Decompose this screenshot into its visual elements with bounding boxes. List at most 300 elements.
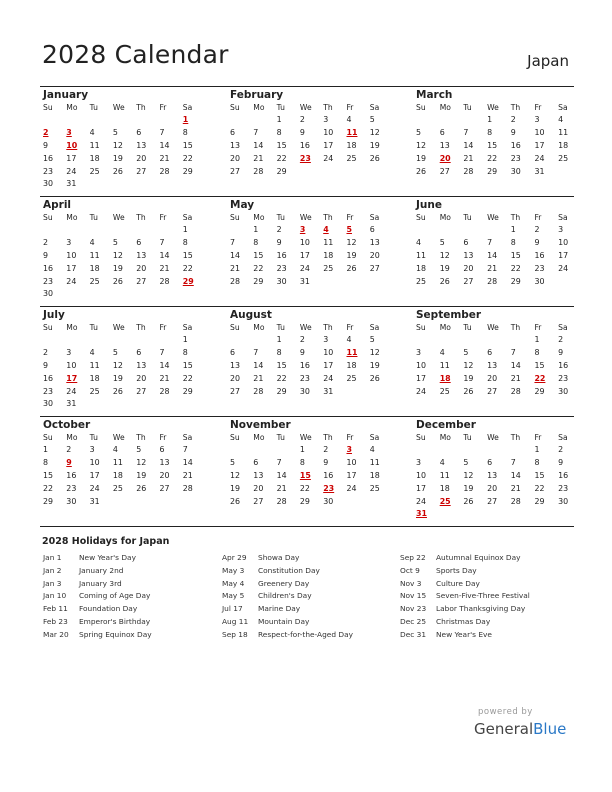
empty-day-cell bbox=[440, 444, 464, 457]
month-days-grid bbox=[416, 211, 574, 288]
empty-day-cell bbox=[511, 444, 535, 457]
day-cell: 24 bbox=[534, 153, 545, 163]
holiday-list-item bbox=[400, 603, 530, 616]
day-cell: 12 bbox=[439, 250, 450, 260]
day-cell: 16 bbox=[534, 250, 545, 260]
month-days-grid bbox=[43, 211, 227, 301]
weekday-header: Tu bbox=[89, 213, 98, 222]
empty-day-cell bbox=[277, 444, 300, 457]
month-name: June bbox=[416, 199, 442, 211]
weekday-header: Fr bbox=[534, 323, 542, 332]
weekday-header: Su bbox=[230, 433, 240, 442]
day-cell: 20 bbox=[136, 263, 147, 273]
day-cell: 11 bbox=[439, 470, 450, 480]
empty-day-cell bbox=[416, 224, 440, 237]
day-cell: 15 bbox=[276, 360, 287, 370]
weekday-header: Su bbox=[230, 103, 240, 112]
weekday-header: We bbox=[112, 213, 125, 222]
empty-day-cell bbox=[230, 224, 253, 237]
day-cell: 23 bbox=[66, 483, 77, 493]
day-cell: 7 bbox=[510, 347, 516, 357]
day-cell: 9 bbox=[43, 140, 49, 150]
day-cell: 22 bbox=[182, 153, 193, 163]
day-cell: 17 bbox=[534, 140, 545, 150]
holiday-date: Mar 20 bbox=[43, 629, 69, 639]
day-cell: 14 bbox=[230, 250, 241, 260]
holiday-day-cell: 2 bbox=[43, 127, 49, 137]
day-cell: 28 bbox=[487, 276, 498, 286]
day-cell: 23 bbox=[43, 276, 54, 286]
day-cell: 18 bbox=[369, 470, 380, 480]
weekday-header: Fr bbox=[346, 323, 354, 332]
day-cell: 5 bbox=[369, 115, 375, 124]
weekday-header: Sa bbox=[558, 323, 568, 332]
day-cell: 22 bbox=[534, 483, 545, 493]
day-cell: 2 bbox=[43, 237, 49, 247]
day-cell: 23 bbox=[534, 263, 545, 273]
holiday-name: Sports Day bbox=[436, 565, 477, 575]
day-cell: 16 bbox=[43, 153, 54, 163]
holiday-day-cell: 4 bbox=[323, 225, 329, 234]
day-cell: 22 bbox=[510, 263, 521, 273]
holiday-date: Jan 10 bbox=[43, 591, 67, 601]
holiday-name: January 2nd bbox=[79, 565, 124, 575]
day-cell: 14 bbox=[276, 470, 287, 480]
day-cell: 26 bbox=[136, 483, 147, 493]
empty-day-cell bbox=[230, 114, 253, 127]
day-cell: 12 bbox=[369, 127, 380, 137]
day-cell: 3 bbox=[66, 347, 72, 357]
empty-day-cell bbox=[136, 114, 159, 127]
day-cell: 25 bbox=[369, 483, 380, 493]
weekday-header: Tu bbox=[276, 323, 285, 332]
day-cell: 4 bbox=[89, 347, 95, 357]
day-cell: 27 bbox=[369, 263, 380, 273]
page-title: 2028 Calendar bbox=[42, 40, 229, 69]
day-cell: 19 bbox=[346, 250, 357, 260]
day-cell: 26 bbox=[112, 166, 123, 176]
weekday-header: Mo bbox=[253, 103, 265, 112]
day-cell: 9 bbox=[43, 360, 49, 370]
weekday-header: Su bbox=[43, 103, 53, 112]
holiday-date: Feb 11 bbox=[43, 604, 68, 614]
weekday-header: Sa bbox=[558, 433, 568, 442]
day-cell: 10 bbox=[66, 250, 77, 260]
weekday-header: Tu bbox=[89, 433, 98, 442]
day-cell: 13 bbox=[463, 250, 474, 260]
holiday-day-cell: 25 bbox=[439, 496, 451, 506]
day-cell: 1 bbox=[276, 335, 282, 344]
weekday-header: Su bbox=[230, 323, 240, 332]
day-cell: 10 bbox=[323, 347, 334, 357]
holiday-date: Jan 3 bbox=[43, 578, 62, 588]
day-cell: 7 bbox=[487, 237, 493, 247]
day-cell: 17 bbox=[558, 250, 569, 260]
empty-day-cell bbox=[90, 224, 113, 237]
day-cell: 10 bbox=[534, 127, 545, 137]
month-april bbox=[40, 197, 227, 306]
day-cell: 6 bbox=[136, 127, 142, 137]
day-cell: 29 bbox=[43, 496, 54, 506]
weekday-header: We bbox=[299, 103, 312, 112]
day-cell: 22 bbox=[253, 263, 264, 273]
holiday-date: Oct 9 bbox=[400, 565, 420, 575]
day-cell: 30 bbox=[323, 496, 334, 506]
day-cell: 21 bbox=[230, 263, 241, 273]
day-cell: 18 bbox=[112, 470, 123, 480]
empty-day-cell bbox=[136, 224, 159, 237]
day-cell: 18 bbox=[89, 373, 100, 383]
day-cell: 9 bbox=[510, 127, 516, 137]
day-cell: 6 bbox=[230, 127, 236, 137]
empty-day-cell bbox=[440, 334, 464, 347]
day-cell: 31 bbox=[323, 386, 334, 396]
day-cell: 27 bbox=[136, 386, 147, 396]
day-cell: 31 bbox=[534, 166, 545, 176]
holiday-list-item bbox=[43, 616, 152, 629]
day-cell: 2 bbox=[323, 445, 329, 454]
holiday-name: New Year's Day bbox=[79, 553, 136, 562]
day-cell: 24 bbox=[66, 166, 77, 176]
day-cell: 23 bbox=[276, 263, 287, 273]
holiday-day-cell: 1 bbox=[182, 115, 189, 124]
holiday-date: May 3 bbox=[222, 565, 245, 575]
day-cell: 21 bbox=[487, 263, 498, 273]
holiday-list-item bbox=[222, 590, 353, 603]
day-cell: 19 bbox=[112, 153, 123, 163]
empty-day-cell bbox=[416, 114, 440, 127]
day-cell: 8 bbox=[182, 237, 188, 247]
day-cell: 4 bbox=[439, 457, 445, 467]
empty-day-cell bbox=[66, 224, 89, 237]
weekday-header: Fr bbox=[534, 213, 542, 222]
weekday-header: Su bbox=[416, 323, 426, 332]
holiday-day-cell: 23 bbox=[323, 483, 335, 493]
holiday-day-cell: 3 bbox=[66, 127, 72, 137]
holiday-list-item bbox=[222, 578, 353, 591]
day-cell: 19 bbox=[230, 483, 241, 493]
empty-day-cell bbox=[159, 114, 182, 127]
empty-day-cell bbox=[463, 334, 487, 347]
country-label: Japan bbox=[527, 52, 569, 70]
day-cell: 10 bbox=[416, 360, 427, 370]
empty-day-cell bbox=[253, 334, 276, 347]
day-cell: 17 bbox=[89, 470, 100, 480]
holiday-list-item bbox=[400, 616, 530, 629]
weekday-header: Su bbox=[230, 213, 240, 222]
day-cell: 3 bbox=[416, 347, 422, 357]
holiday-name: Mountain Day bbox=[258, 616, 310, 626]
empty-day-cell bbox=[463, 444, 487, 457]
day-cell: 27 bbox=[136, 276, 147, 286]
day-cell: 16 bbox=[510, 140, 521, 150]
weekday-header: Mo bbox=[66, 323, 78, 332]
day-cell: 26 bbox=[112, 386, 123, 396]
day-cell: 27 bbox=[439, 166, 450, 176]
day-cell: 14 bbox=[463, 140, 474, 150]
month-name: November bbox=[230, 419, 291, 431]
weekday-header: Th bbox=[136, 103, 146, 112]
weekday-header: Tu bbox=[276, 213, 285, 222]
day-cell: 26 bbox=[439, 276, 450, 286]
powered-by-text: powered by bbox=[478, 707, 533, 717]
day-cell: 2 bbox=[299, 115, 305, 124]
day-cell: 22 bbox=[182, 373, 193, 383]
day-cell: 29 bbox=[253, 276, 264, 286]
day-cell: 30 bbox=[558, 496, 569, 506]
day-cell: 11 bbox=[558, 127, 569, 137]
day-cell: 28 bbox=[253, 166, 264, 176]
month-days-grid bbox=[43, 431, 227, 508]
day-cell: 1 bbox=[299, 445, 305, 454]
holiday-name: Children's Day bbox=[258, 591, 312, 601]
month-name: December bbox=[416, 419, 476, 431]
day-cell: 26 bbox=[230, 496, 241, 506]
day-cell: 1 bbox=[534, 445, 540, 454]
day-cell: 26 bbox=[463, 496, 474, 506]
day-cell: 28 bbox=[253, 386, 264, 396]
holiday-name: Coming of Age Day bbox=[79, 591, 151, 601]
empty-day-cell bbox=[511, 334, 535, 347]
day-cell: 25 bbox=[416, 276, 427, 286]
holiday-date: Jul 17 bbox=[222, 604, 243, 614]
day-cell: 7 bbox=[276, 457, 282, 467]
day-cell: 1 bbox=[182, 225, 188, 234]
day-cell: 15 bbox=[182, 140, 193, 150]
day-cell: 5 bbox=[416, 127, 422, 137]
weekday-header: Fr bbox=[159, 103, 167, 112]
month-grid bbox=[40, 86, 574, 526]
day-cell: 7 bbox=[253, 127, 259, 137]
day-cell: 4 bbox=[346, 115, 352, 124]
day-cell: 24 bbox=[66, 386, 77, 396]
weekday-header: We bbox=[112, 103, 125, 112]
weekday-header: Sa bbox=[182, 433, 193, 442]
holiday-date: Sep 18 bbox=[222, 629, 248, 639]
month-name: March bbox=[416, 89, 453, 101]
day-cell: 4 bbox=[346, 335, 352, 344]
holiday-date: Nov 15 bbox=[400, 591, 427, 601]
empty-day-cell bbox=[230, 444, 253, 457]
day-cell: 24 bbox=[299, 263, 310, 273]
brand-logo-part: Blue bbox=[533, 720, 567, 738]
day-cell: 20 bbox=[253, 483, 264, 493]
day-cell: 30 bbox=[276, 276, 287, 286]
holiday-name: Culture Day bbox=[436, 578, 480, 588]
holiday-day-cell: 29 bbox=[182, 276, 194, 286]
day-cell: 3 bbox=[558, 225, 564, 234]
day-cell: 2 bbox=[558, 445, 564, 454]
day-cell: 4 bbox=[369, 445, 375, 454]
month-march bbox=[413, 87, 574, 196]
empty-day-cell bbox=[487, 444, 511, 457]
day-cell: 13 bbox=[369, 237, 380, 247]
day-cell: 7 bbox=[182, 445, 188, 454]
weekday-header: Sa bbox=[369, 103, 380, 112]
day-cell: 11 bbox=[323, 237, 334, 247]
day-cell: 15 bbox=[43, 470, 54, 480]
weekday-header: Fr bbox=[159, 213, 167, 222]
day-cell: 13 bbox=[136, 360, 147, 370]
empty-day-cell bbox=[43, 224, 66, 237]
empty-day-cell bbox=[487, 334, 511, 347]
day-cell: 17 bbox=[346, 470, 357, 480]
day-cell: 29 bbox=[276, 166, 287, 176]
day-cell: 7 bbox=[510, 457, 516, 467]
day-cell: 24 bbox=[416, 496, 427, 506]
empty-day-cell bbox=[440, 114, 464, 127]
day-cell: 14 bbox=[510, 360, 521, 370]
day-cell: 14 bbox=[487, 250, 498, 260]
empty-day-cell bbox=[159, 334, 182, 347]
day-cell: 29 bbox=[182, 386, 193, 396]
month-name: July bbox=[43, 309, 65, 321]
holiday-list-item bbox=[43, 590, 152, 603]
weekday-header: Fr bbox=[534, 103, 542, 112]
day-cell: 14 bbox=[159, 250, 170, 260]
day-cell: 28 bbox=[159, 386, 170, 396]
weekday-header: Su bbox=[43, 213, 53, 222]
empty-day-cell bbox=[463, 114, 487, 127]
holiday-name: Emperor's Birthday bbox=[79, 616, 151, 626]
day-cell: 12 bbox=[463, 360, 474, 370]
day-cell: 31 bbox=[66, 179, 77, 189]
holiday-list-item bbox=[400, 590, 530, 603]
day-cell: 18 bbox=[346, 360, 357, 370]
holiday-list-item bbox=[43, 565, 152, 578]
month-row bbox=[40, 416, 574, 526]
day-cell: 9 bbox=[276, 237, 282, 247]
weekday-header: Fr bbox=[534, 433, 542, 442]
empty-day-cell bbox=[230, 334, 253, 347]
day-cell: 21 bbox=[510, 483, 521, 493]
day-cell: 4 bbox=[439, 347, 445, 357]
weekday-header: Tu bbox=[276, 103, 285, 112]
weekday-header: Sa bbox=[182, 103, 193, 112]
month-february bbox=[227, 87, 413, 196]
day-cell: 26 bbox=[369, 373, 380, 383]
day-cell: 14 bbox=[253, 140, 264, 150]
month-may bbox=[227, 197, 413, 306]
holiday-list-item bbox=[43, 603, 152, 616]
divider bbox=[40, 526, 574, 527]
day-cell: 13 bbox=[439, 140, 450, 150]
day-cell: 18 bbox=[416, 263, 427, 273]
day-cell: 23 bbox=[43, 166, 54, 176]
holiday-day-cell: 3 bbox=[346, 445, 352, 454]
month-november bbox=[227, 417, 413, 526]
month-name: May bbox=[230, 199, 255, 211]
month-name: September bbox=[416, 309, 482, 321]
weekday-header: Su bbox=[416, 213, 426, 222]
holiday-date: Dec 25 bbox=[400, 616, 427, 626]
day-cell: 25 bbox=[346, 373, 357, 383]
holiday-day-cell: 10 bbox=[66, 140, 78, 150]
day-cell: 4 bbox=[558, 115, 564, 124]
day-cell: 2 bbox=[534, 225, 540, 234]
holiday-day-cell: 3 bbox=[299, 225, 306, 234]
month-name: August bbox=[230, 309, 272, 321]
day-cell: 9 bbox=[558, 347, 564, 357]
day-cell: 17 bbox=[299, 250, 310, 260]
day-cell: 1 bbox=[253, 225, 259, 234]
day-cell: 21 bbox=[463, 153, 474, 163]
weekday-header: Sa bbox=[369, 213, 380, 222]
day-cell: 19 bbox=[439, 263, 450, 273]
day-cell: 25 bbox=[89, 276, 100, 286]
weekday-header: Su bbox=[416, 103, 426, 112]
holiday-date: Jan 2 bbox=[43, 565, 62, 575]
weekday-header: Su bbox=[416, 433, 426, 442]
empty-day-cell bbox=[487, 224, 511, 237]
day-cell: 30 bbox=[558, 386, 569, 396]
weekday-header: Th bbox=[510, 103, 521, 112]
day-cell: 12 bbox=[136, 457, 147, 467]
day-cell: 1 bbox=[487, 115, 493, 124]
day-cell: 27 bbox=[136, 166, 147, 176]
day-cell: 24 bbox=[66, 276, 77, 286]
day-cell: 25 bbox=[112, 483, 123, 493]
day-cell: 12 bbox=[112, 360, 123, 370]
day-cell: 17 bbox=[66, 263, 77, 273]
weekday-header: Th bbox=[323, 213, 333, 222]
day-cell: 13 bbox=[136, 140, 147, 150]
empty-day-cell bbox=[43, 114, 66, 127]
empty-day-cell bbox=[159, 224, 182, 237]
day-cell: 20 bbox=[369, 250, 380, 260]
day-cell: 15 bbox=[534, 360, 545, 370]
day-cell: 8 bbox=[276, 347, 282, 357]
day-cell: 19 bbox=[416, 153, 427, 163]
day-cell: 5 bbox=[463, 457, 469, 467]
day-cell: 29 bbox=[299, 496, 310, 506]
brand-logo[interactable] bbox=[474, 720, 566, 738]
day-cell: 9 bbox=[534, 237, 540, 247]
day-cell: 8 bbox=[510, 237, 516, 247]
weekday-header: Sa bbox=[558, 103, 568, 112]
day-cell: 3 bbox=[416, 457, 422, 467]
holiday-list-item bbox=[400, 578, 530, 591]
day-cell: 22 bbox=[182, 263, 193, 273]
day-cell: 19 bbox=[112, 263, 123, 273]
holiday-day-cell: 17 bbox=[66, 373, 78, 383]
day-cell: 4 bbox=[89, 127, 95, 137]
day-cell: 10 bbox=[416, 470, 427, 480]
weekday-header: Tu bbox=[463, 103, 472, 112]
day-cell: 8 bbox=[182, 127, 188, 137]
day-cell: 17 bbox=[66, 153, 77, 163]
day-cell: 27 bbox=[487, 496, 498, 506]
day-cell: 30 bbox=[66, 496, 77, 506]
empty-day-cell bbox=[253, 114, 276, 127]
holiday-date: Dec 31 bbox=[400, 629, 427, 639]
weekday-header: Tu bbox=[89, 103, 98, 112]
day-cell: 29 bbox=[534, 386, 545, 396]
holiday-name: Autumnal Equinox Day bbox=[436, 553, 521, 562]
day-cell: 7 bbox=[463, 127, 469, 137]
day-cell: 6 bbox=[159, 445, 165, 454]
holiday-list-item bbox=[400, 565, 530, 578]
day-cell: 22 bbox=[299, 483, 310, 493]
day-cell: 29 bbox=[276, 386, 287, 396]
weekday-header: Fr bbox=[159, 323, 167, 332]
day-cell: 28 bbox=[510, 386, 521, 396]
day-cell: 13 bbox=[487, 470, 498, 480]
weekday-header: Fr bbox=[346, 433, 354, 442]
day-cell: 31 bbox=[66, 399, 77, 409]
empty-day-cell bbox=[113, 334, 136, 347]
day-cell: 8 bbox=[534, 347, 540, 357]
